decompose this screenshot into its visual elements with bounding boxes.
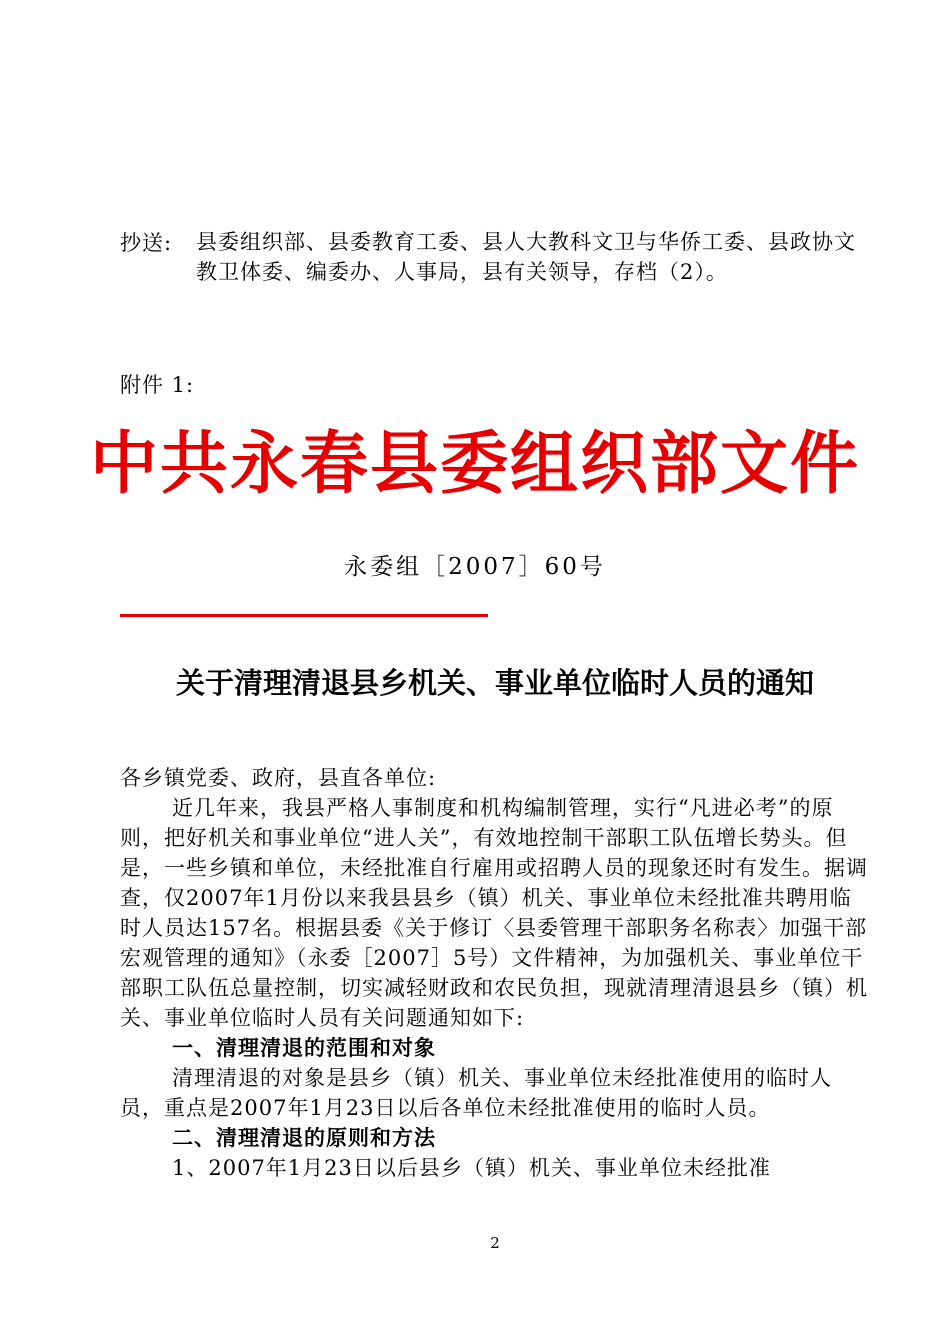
notice-body — [120, 763, 870, 1183]
section-heading-1: 一、清理清退的范围和对象 — [172, 1036, 436, 1060]
paragraph-1: 近几年来，我县严格人事制度和机构编制管理，实行“凡进必考”的原则，把好机关和事业单位“进人关”，有效地控制干部职工队伍增长势头。但是，一些乡镇和单位，未经批准自行雇用或招聘人员的现象还时有发生。据调查，仅2007年1月份以来我县县乡（镇）机关、事业单位未经批准共聘用临时人员达157名。根据县委《关于修订〈县委管理干部职务名称表〉加强干部宏观管理的通知》（永委［2007］5号）文件精神，为加强机关、事业单位干部职工队伍总量控制，切实减轻财政和农民负担，现就清理清退县乡（镇）机关、事业单位临时人员有关问题通知如下: — [120, 796, 868, 1030]
red-divider — [120, 614, 488, 617]
section-heading-2: 二、清理清退的原则和方法 — [172, 1126, 436, 1150]
page-number: 2 — [490, 1234, 500, 1252]
paragraph-3: 1、2007年1月23日以后县乡（镇）机关、事业单位未经批准 — [172, 1156, 771, 1180]
cc-recipients: 县委组织部、县委教育工委、县人大教科文卫与华侨工委、县政协文教卫体委、编委办、人事局，县有关领导，存档（2）。 — [196, 230, 856, 284]
attachment-label: 附件 1: — [120, 373, 195, 397]
letterhead: 中共永春县委组织部文件 — [89, 425, 860, 504]
cc-label: 抄送: — [120, 231, 173, 255]
notice-title: 关于清理清退县乡机关、事业单位临时人员的通知 — [175, 666, 814, 700]
document-number: 永委组［2007］60号 — [344, 554, 606, 580]
paragraph-2: 清理清退的对象是县乡（镇）机关、事业单位未经批准使用的临时人员，重点是2007年1月23日以后各单位未经批准使用的临时人员。 — [120, 1066, 832, 1120]
salutation: 各乡镇党委、政府，县直各单位: — [120, 766, 437, 790]
